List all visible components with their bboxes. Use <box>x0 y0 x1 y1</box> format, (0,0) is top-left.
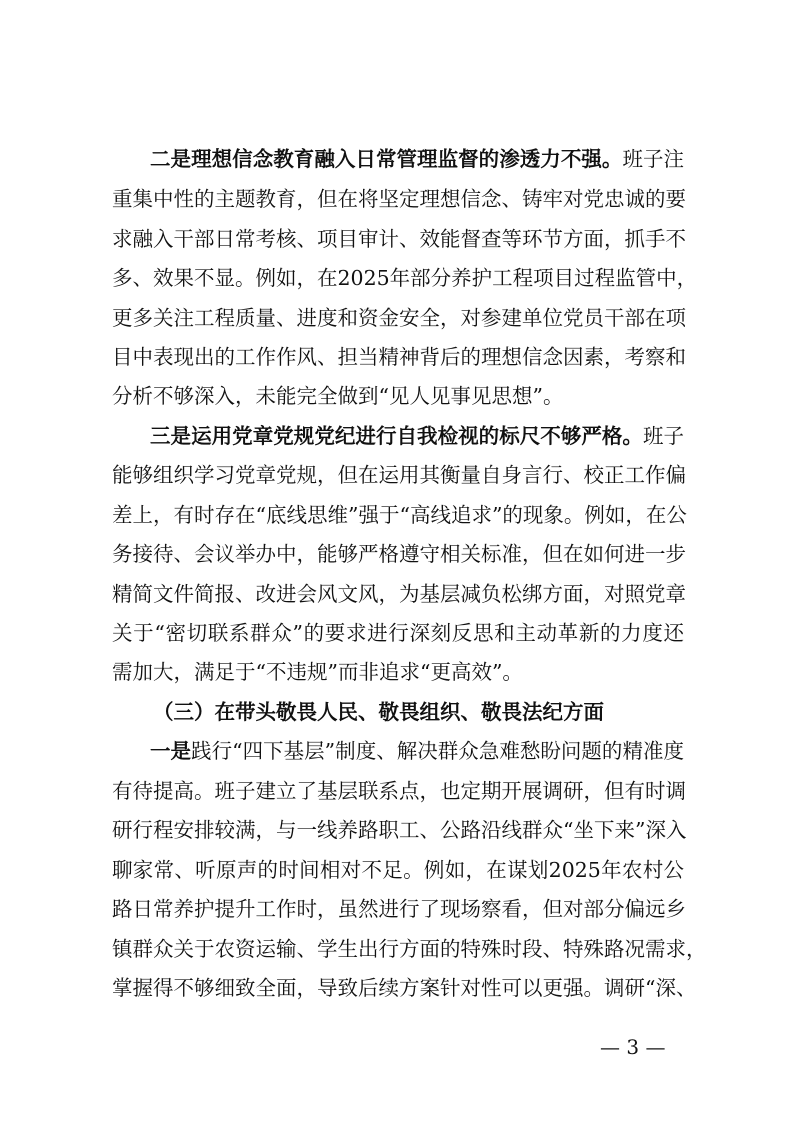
paragraph-heading: 理想信念教育融入日常管理监督的渗透力不强。 <box>191 147 623 171</box>
paragraph-lead: 一是 <box>150 739 192 763</box>
paragraph-line: 镇群众关于农资运输、学生出行方面的特殊时段、特殊路况需求， <box>112 937 707 961</box>
paragraph-line: 关于“密切联系群众”的要求进行深刻反思和主动革新的力度还 <box>112 621 684 645</box>
paragraph-san-line-1 <box>150 424 684 448</box>
paragraph-line: 目中表现出的工作作风、担当精神背后的理想信念因素，考察和 <box>112 345 686 369</box>
page-number: — 3 — <box>600 1035 666 1059</box>
paragraph-text: 践行“四下基层”制度、解决群众急难愁盼问题的精准度 <box>191 739 684 763</box>
paragraph-line: 掌握得不够细致全面，导致后续方案针对性可以更强。调研“深、 <box>112 976 697 1000</box>
paragraph-lead: 二是 <box>150 147 192 171</box>
paragraph-text: 班子注 <box>622 147 685 171</box>
paragraph-lead: 三是 <box>150 424 192 448</box>
paragraph-line: 聊家常、听原声的时间相对不足。例如，在谋划2025年农村公 <box>112 858 684 882</box>
paragraph-text: 班子 <box>642 424 685 448</box>
paragraph-line: 能够组织学习党章党规，但在运用其衡量自身言行、校正工作偏 <box>112 463 686 487</box>
paragraph-line: 有待提高。班子建立了基层联系点，也定期开展调研，但有时调 <box>112 779 686 803</box>
paragraph-line: 多、效果不显。例如，在2025年部分养护工程项目过程监管中， <box>112 266 698 290</box>
paragraph-heading: 运用党章党规党纪进行自我检视的标尺不够严格。 <box>191 424 643 448</box>
paragraph-line: 务接待、会议举办中，能够严格遵守相关标准，但在如何进一步 <box>112 542 686 566</box>
paragraph-er-line-1 <box>150 147 684 171</box>
paragraph-line: 路日常养护提升工作时，虽然进行了现场察看，但对部分偏远乡 <box>112 897 686 921</box>
section-subheading: （三）在带头敬畏人民、敬畏组织、敬畏法纪方面 <box>153 700 604 724</box>
paragraph-yi-line-1 <box>150 739 684 763</box>
paragraph-line: 精简文件简报、改进会风文风，为基层减负松绑方面，对照党章 <box>112 582 686 606</box>
paragraph-line: 求融入干部日常考核、项目审计、效能督查等环节方面，抓手不 <box>112 227 686 251</box>
paragraph-line: 重集中性的主题教育，但在将坚定理想信念、铸牢对党忠诚的要 <box>112 187 686 211</box>
paragraph-line: 研行程安排较满，与一线养路职工、公路沿线群众“坐下来”深入 <box>112 818 687 842</box>
paragraph-line: 更多关注工程质量、进度和资金安全，对参建单位党员干部在项 <box>112 306 686 330</box>
paragraph-line: 分析不够深入，未能完全做到“见人见事见思想”。 <box>112 384 564 408</box>
paragraph-line: 需加大，满足于“不违规”而非追求“更高效”。 <box>112 660 523 684</box>
paragraph-line: 差上，有时存在“底线思维”强于“高线追求”的现象。例如，在公 <box>112 503 687 527</box>
